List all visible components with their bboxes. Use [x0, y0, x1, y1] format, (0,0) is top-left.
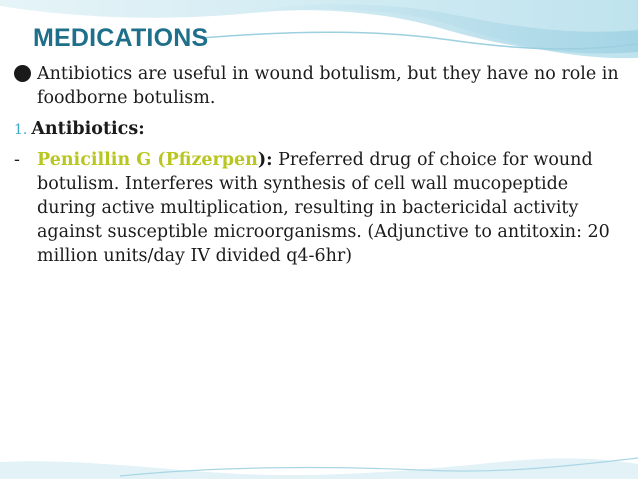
- drug-entry: [14, 148, 622, 268]
- drug-description: Preferred drug of choice for wound botulism. Interferes with synthesis of cell wall mucopeptide during active multiplication, resulting in bactericidal activity against susceptible microorganisms. (Adjunctive to antitoxin: 20 million units/day IV divided q4-6hr): [37, 150, 610, 266]
- item-label: Antibiotics:: [31, 119, 145, 139]
- numbered-item: [14, 117, 622, 142]
- slide-title: MEDICATIONS: [33, 24, 209, 52]
- drug-paren-close: ):: [257, 150, 273, 170]
- slide-body: [14, 62, 622, 268]
- bullet-text: Antibiotics are useful in wound botulism, but they have no role in foodborne botulism.: [37, 64, 619, 108]
- bullet-item: [14, 62, 622, 110]
- item-number: 1.: [14, 122, 28, 138]
- drug-name: Penicillin G (Pfizerpen: [37, 150, 258, 170]
- bullet-icon: [14, 65, 31, 82]
- dash-marker: -: [14, 150, 20, 170]
- wave-bottom-layer: [0, 458, 638, 479]
